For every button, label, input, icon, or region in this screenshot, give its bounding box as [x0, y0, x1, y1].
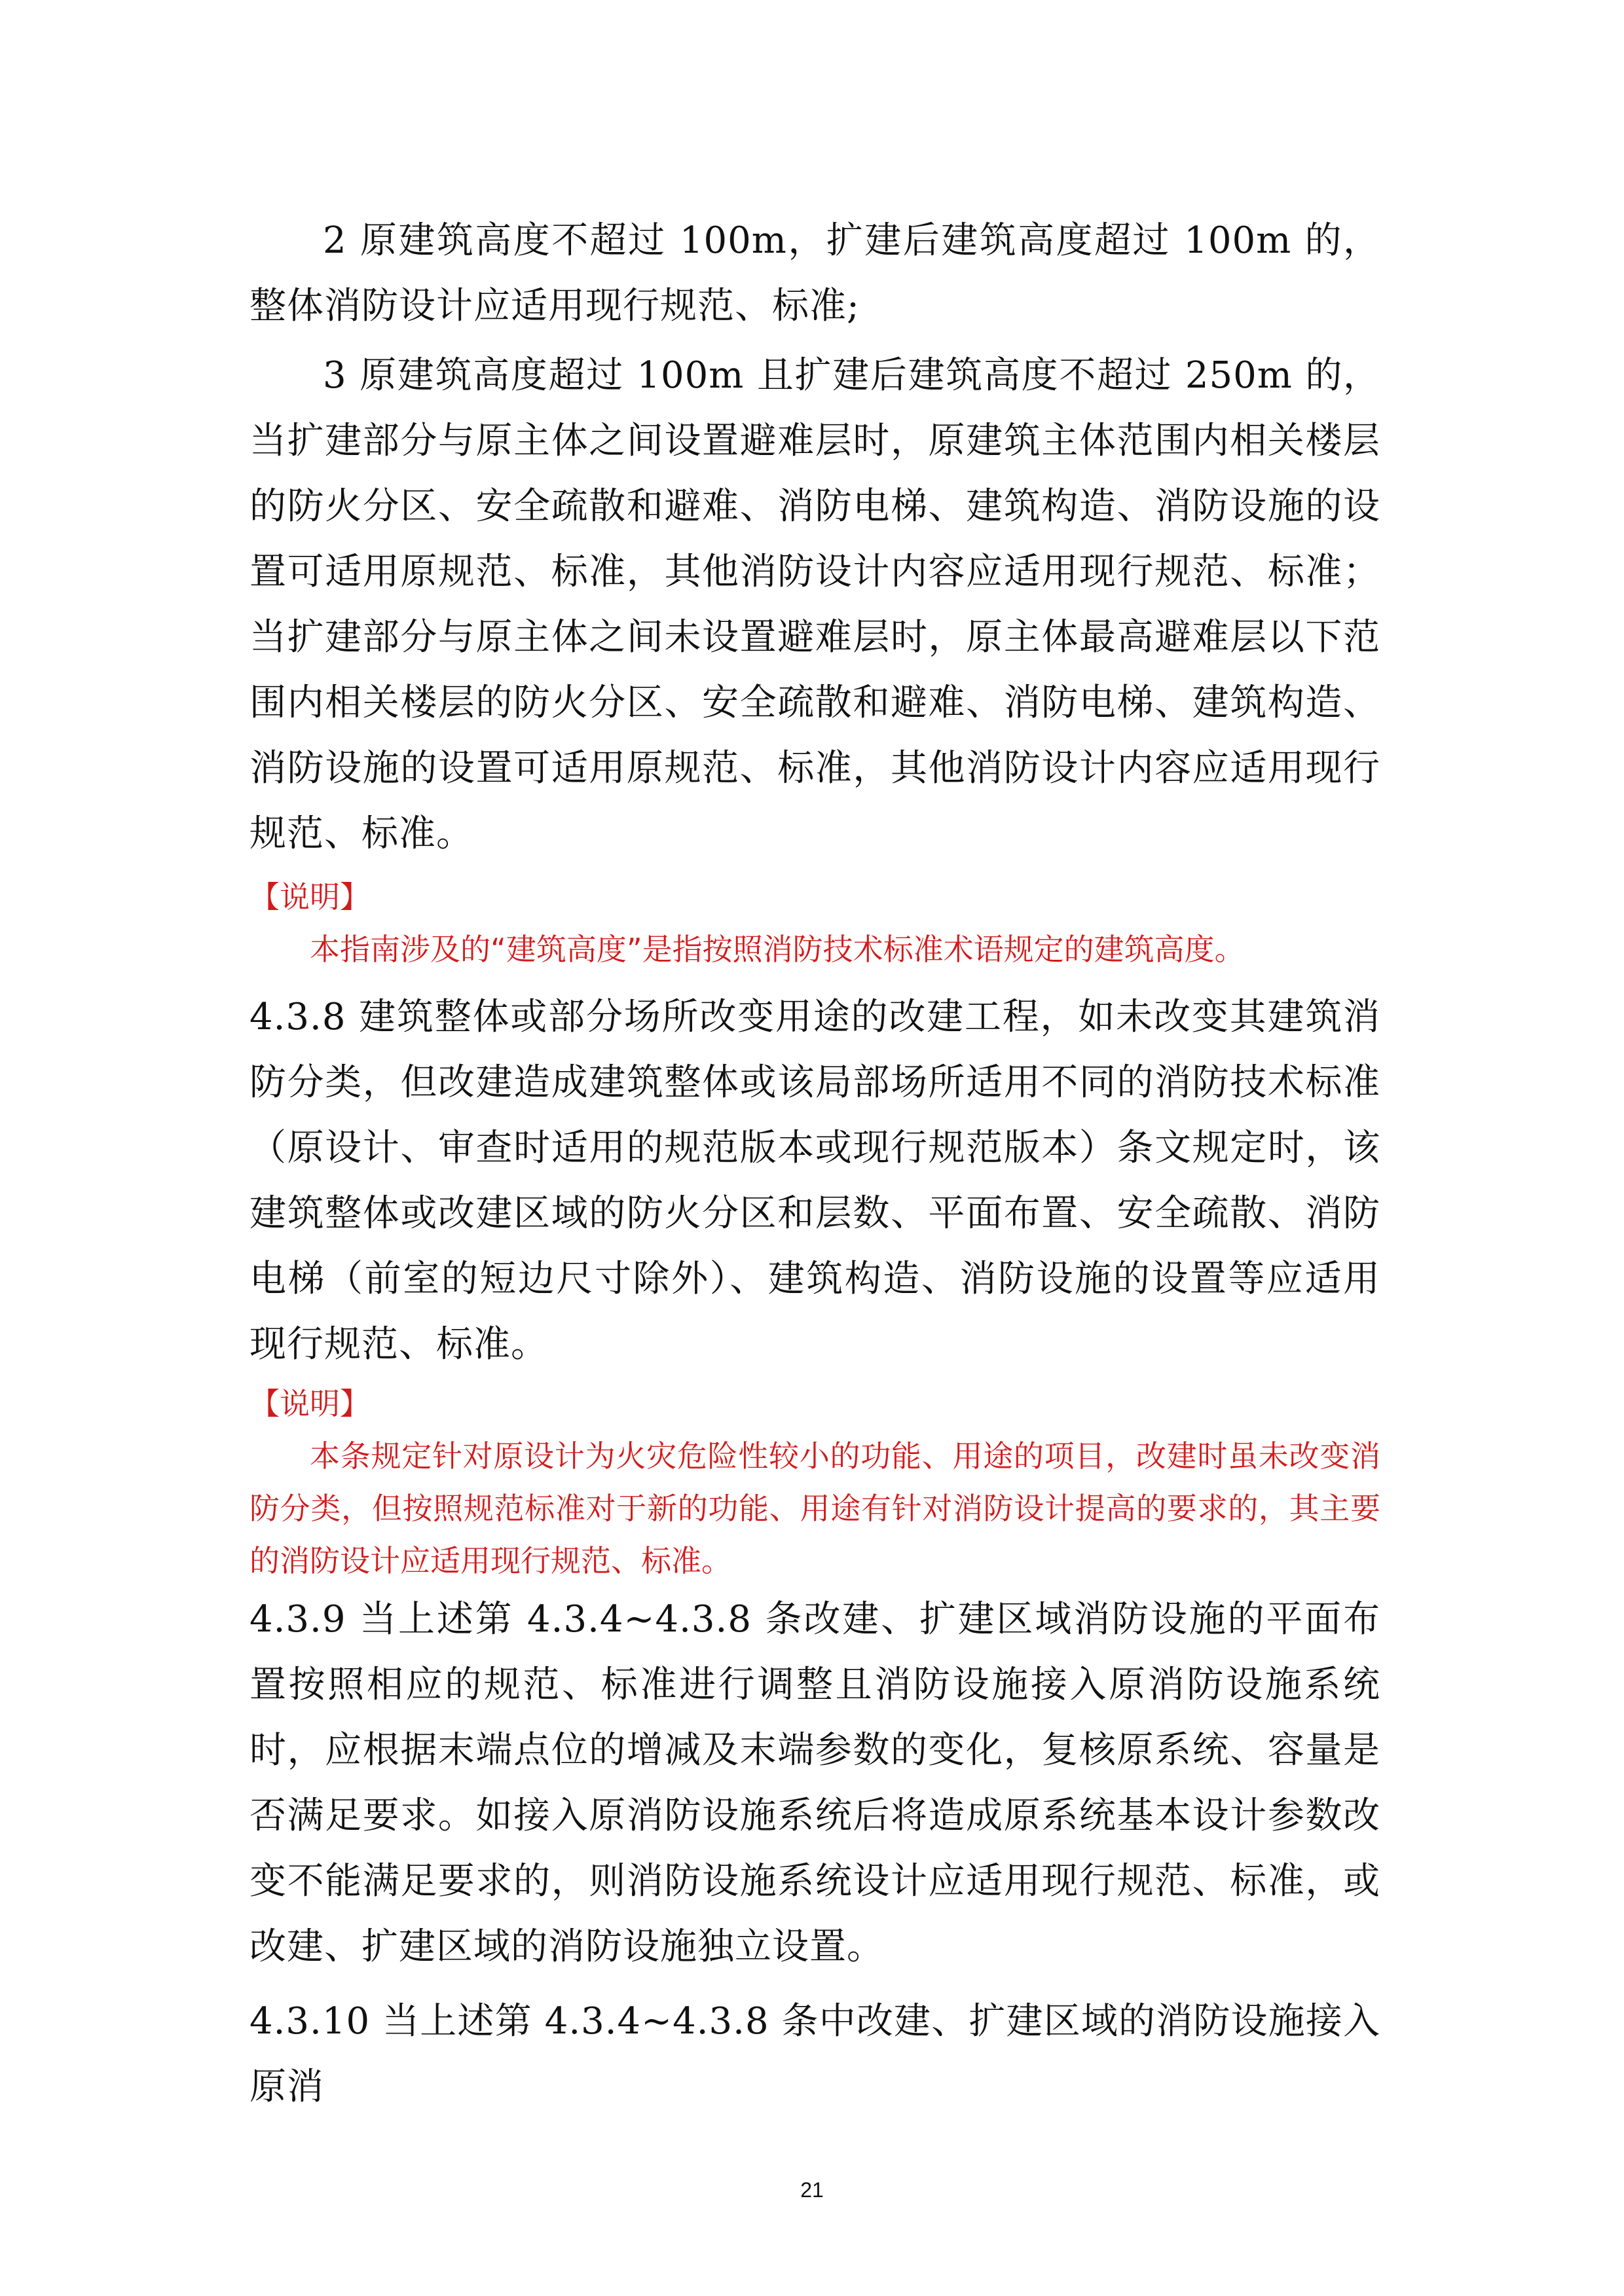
- page-number: 21: [800, 2178, 824, 2202]
- note-label: 【说明】: [249, 879, 370, 915]
- clause-4-3-10: 4.3.10 当上述第 4.3.4~4.3.8 条中改建、扩建区域的消防设施接入原消: [249, 2000, 1380, 2108]
- clause-4-3-9: 4.3.9 当上述第 4.3.4~4.3.8 条改建、扩建区域消防设施的平面布置按照相应的规范、标准进行调整且消防设施接入原消防设施系统时，应根据末端点位的增减及末端参数的变化，复核原系统、容量是否满足要求。如接入原消防设施系统后将造成原系统基本设计参数改变不能满足要求的，则消防设施系统设计应适用现行规范、标准，或改建、扩建区域的消防设施独立设置。: [249, 1598, 1380, 1968]
- page-content: [249, 208, 1380, 2120]
- clause-4-3-8: 4.3.8 建筑整体或部分场所改变用途的改建工程，如未改变其建筑消防分类，但改建造成建筑整体或该局部场所适用不同的消防技术标准（原设计、审查时适用的规范版本或现行规范版本）条文规定时，该建筑整体或改建区域的防火分区和层数、平面布置、安全疏散、消防电梯（前室的短边尺寸除外）、建筑构造、消防设施的设置等应适用现行规范、标准。: [249, 996, 1380, 1366]
- note-text: 本条规定针对原设计为火灾危险性较小的功能、用途的项目，改建时虽未改变消防分类，但按照规范标准对于新的功能、用途有针对消防设计提高的要求的，其主要的消防设计应适用现行规范、标准。: [249, 1438, 1380, 1578]
- paragraph-item-3: 3 原建筑高度超过 100m 且扩建后建筑高度不超过 250m 的，当扩建部分与原主体之间设置避难层时，原建筑主体范围内相关楼层的防火分区、安全疏散和避难、消防电梯、建筑构造、消防设施的设置可适用原规范、标准，其他消防设计内容应适用现行规范、标准；当扩建部分与原主体之间未设置避难层时，原主体最高避难层以下范围内相关楼层的防火分区、安全疏散和避难、消防电梯、建筑构造、消防设施的设置可适用原规范、标准，其他消防设计内容应适用现行规范、标准。: [249, 354, 1381, 855]
- note-text: 本指南涉及的“建筑高度”是指按照消防技术标准术语规定的建筑高度。: [310, 932, 1245, 967]
- note-label: 【说明】: [249, 1386, 370, 1421]
- paragraph-item-2: 2 原建筑高度不超过 100m，扩建后建筑高度超过 100m 的，整体消防设计应适用现行规范、标准;: [249, 219, 1380, 327]
